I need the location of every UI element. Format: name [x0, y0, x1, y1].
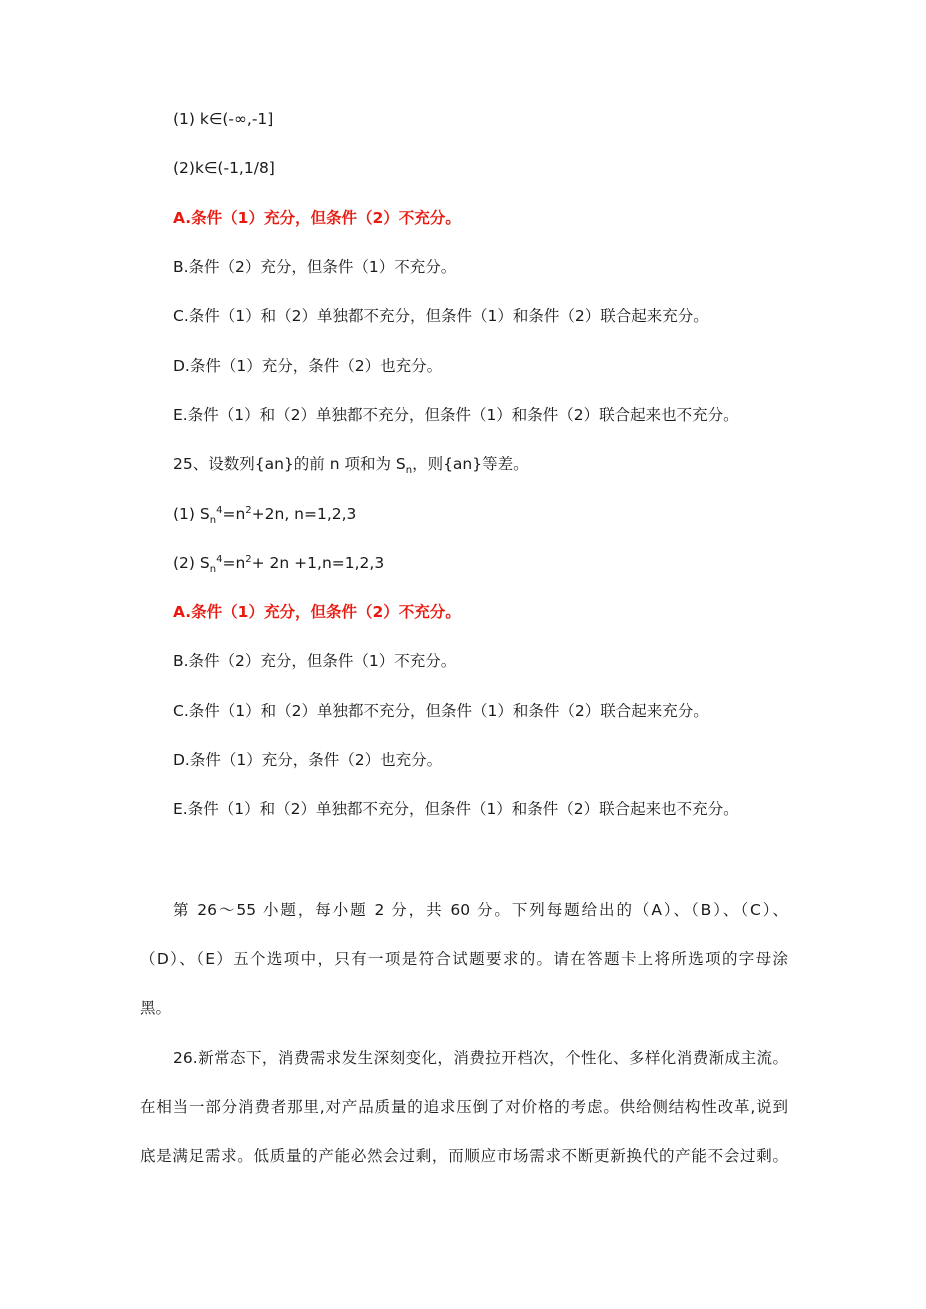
q25-cond1-sub: n [209, 515, 217, 527]
q25-stem-subscript: n [405, 465, 413, 477]
q25-stem-text: 25、设数列{an}的前 n 项和为 S [173, 455, 406, 473]
q25-cond1-sup2: 2 [245, 504, 252, 516]
q26-paragraph-line-1: 26.新常态下，消费需求发生深刻变化，消费拉开档次，个性化、多样化消费渐成主流。 [173, 1049, 788, 1067]
q25-cond2-mid: =n [222, 554, 246, 572]
section-instructions-line-2: （D）、（E）五个选项中，只有一项是符合试题要求的。请在答题卡上将所选项的字母涂 [140, 950, 788, 968]
q25-option-c: C.条件（1）和（2）单独都不充分，但条件（1）和条件（2）联合起来充分。 [173, 702, 709, 720]
q25-stem-text-end: ，则{an}等差。 [412, 455, 529, 473]
q24-option-b: B.条件（2）充分，但条件（1）不充分。 [173, 258, 457, 276]
q25-cond2-pre: (2) S [173, 554, 210, 572]
q24-condition-1: (1) k∈(-∞,-1] [173, 110, 274, 128]
q25-cond1-post: +2n, n=1,2,3 [251, 505, 357, 523]
q25-cond2-post: + 2n +1,n=1,2,3 [251, 554, 385, 572]
q24-option-c: C.条件（1）和（2）单独都不充分，但条件（1）和条件（2）联合起来充分。 [173, 307, 709, 325]
q25-condition-1 [173, 504, 357, 527]
q25-cond1-sup: 4 [216, 504, 223, 516]
q26-paragraph-line-2: 在相当一部分消费者那里,对产品质量的追求压倒了对价格的考虑。供给侧结构性改革,说到 [140, 1098, 788, 1116]
q25-option-b: B.条件（2）充分，但条件（1）不充分。 [173, 652, 457, 670]
q24-option-e: E.条件（1）和（2）单独都不充分，但条件（1）和条件（2）联合起来也不充分。 [173, 406, 739, 424]
section-instructions-line-3: 黑。 [140, 999, 172, 1017]
q25-condition-2 [173, 553, 385, 576]
q25-cond2-sup2: 2 [245, 553, 252, 565]
q24-option-d: D.条件（1）充分，条件（2）也充分。 [173, 357, 443, 375]
q25-cond1-mid: =n [222, 505, 246, 523]
q25-stem [173, 454, 529, 477]
section-instructions-line-1: 第 26～55 小题，每小题 2 分，共 60 分。下列每题给出的（A）、（B）、（C）、 [173, 901, 788, 919]
q26-paragraph-line-3: 底是满足需求。低质量的产能必然会过剩，而顺应市场需求不断更新换代的产能不会过剩。 [140, 1147, 788, 1165]
q25-option-d: D.条件（1）充分，条件（2）也充分。 [173, 751, 443, 769]
q25-cond1-pre: (1) S [173, 505, 210, 523]
q24-condition-2: (2)k∈(-1,1/8] [173, 159, 275, 177]
q24-option-a-answer: A.条件（1）充分，但条件（2）不充分。 [173, 209, 461, 227]
q25-option-e: E.条件（1）和（2）单独都不充分，但条件（1）和条件（2）联合起来也不充分。 [173, 800, 739, 818]
q25-cond2-sub: n [209, 564, 217, 576]
q25-cond2-sup: 4 [216, 553, 223, 565]
q25-option-a-answer: A.条件（1）充分，但条件（2）不充分。 [173, 603, 461, 621]
